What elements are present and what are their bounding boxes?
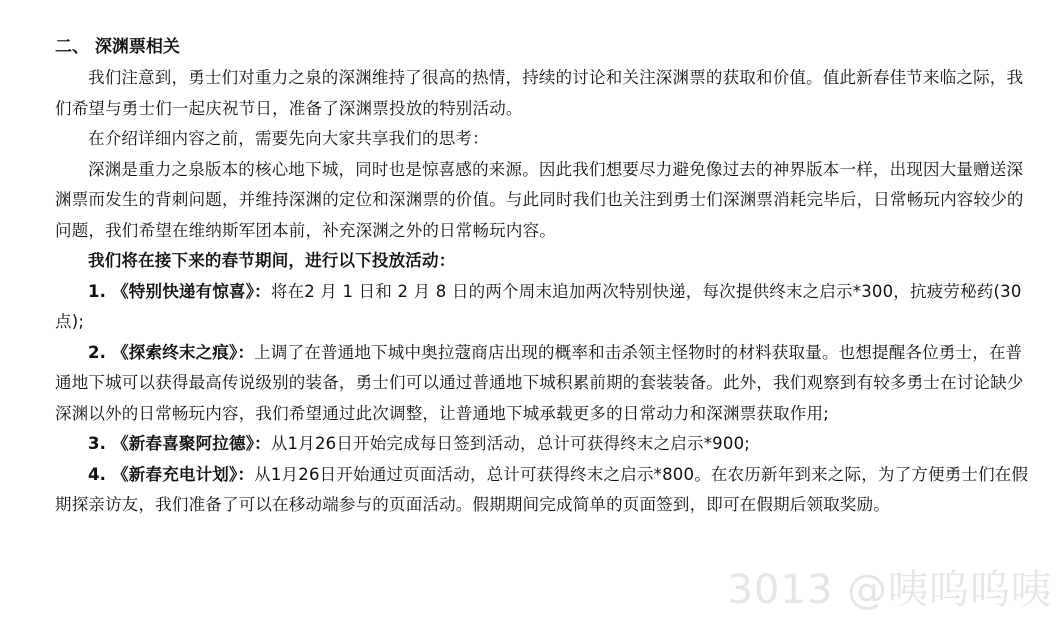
section-heading: 二、 深渊票相关 (55, 37, 180, 57)
activity-4-text: 从1月26日开始通过页面活动，总计可获得终末之启示*800。在农历新年到来之际，为了方便勇士们在假期探亲访友，我们准备了可以在移动端参与的页面活动。假期期间完成简单的页面签到，即可在假期后领取奖励。 (55, 464, 1029, 514)
document-body (55, 34, 1030, 521)
activity-3-text: 从1月26日开始完成每日签到活动，总计可获得终末之启示*900; (270, 434, 751, 453)
activity-4-title: 4. 《新春充电计划》： (88, 464, 255, 484)
paragraph-thinking-lead: 在介绍详细内容之前，需要先向大家共享我们的思考： (88, 129, 489, 148)
activity-1-title: 1. 《特别快递有惊喜》： (88, 281, 271, 301)
list-item-activity-1 (55, 277, 1030, 338)
activity-2-title: 2. 《探索终末之痕》： (88, 342, 255, 362)
activity-1-text: 将在2 月 1 日和 2 月 8 日的两个周末追加两次特别快递，每次提供终末之启示*300，抗疲劳秘药(30 点); (55, 281, 1022, 331)
paragraph-intro-attention: 我们注意到，勇士们对重力之泉的深渊维持了很高的热情，持续的讨论和关注深渊票的获取和价值。值此新春佳节来临之际，我们希望与勇士们一起庆祝节日，准备了深渊票投放的特别活动。 (55, 68, 1024, 118)
paragraph-thinking: 深渊是重力之泉版本的核心地下城，同时也是惊喜感的来源。因此我们想要尽力避免像过去的神界版本一样，出现因大量赠送深渊票而发生的背刺问题，并维持深渊的定位和深渊票的价值。与此同时我们也关注到勇士们深渊票消耗完毕后，日常畅玩内容较少的问题，我们希望在维纳斯军团本前，补充深渊之外的日常畅玩内容。 (55, 159, 1024, 240)
activity-3-title: 3. 《新春喜聚阿拉德》： (88, 434, 271, 453)
paragraph-activities-intro: 我们将在接下来的春节期间，进行以下投放活动： (88, 251, 456, 270)
weibo-watermark: 3013 @咦呜呜咦 (727, 567, 1052, 613)
activity-2-text: 上调了在普通地下城中奥拉蔻商店出现的概率和击杀领主怪物时的材料获取量。也想提醒各位勇士，在普通地下城可以获得最高传说级别的装备，勇士们可以通过普通地下城积累前期的套装装备。此外，我们观察到有较多勇士在讨论缺少深渊以外的日常畅玩内容，我们希望通过此次调整，让普通地下城承载更多的日常动力和深渊票获取作用; (55, 342, 1024, 423)
list-item-activity-3 (55, 429, 1030, 460)
list-item-activity-2 (55, 338, 1030, 430)
list-item-activity-4 (55, 460, 1030, 521)
